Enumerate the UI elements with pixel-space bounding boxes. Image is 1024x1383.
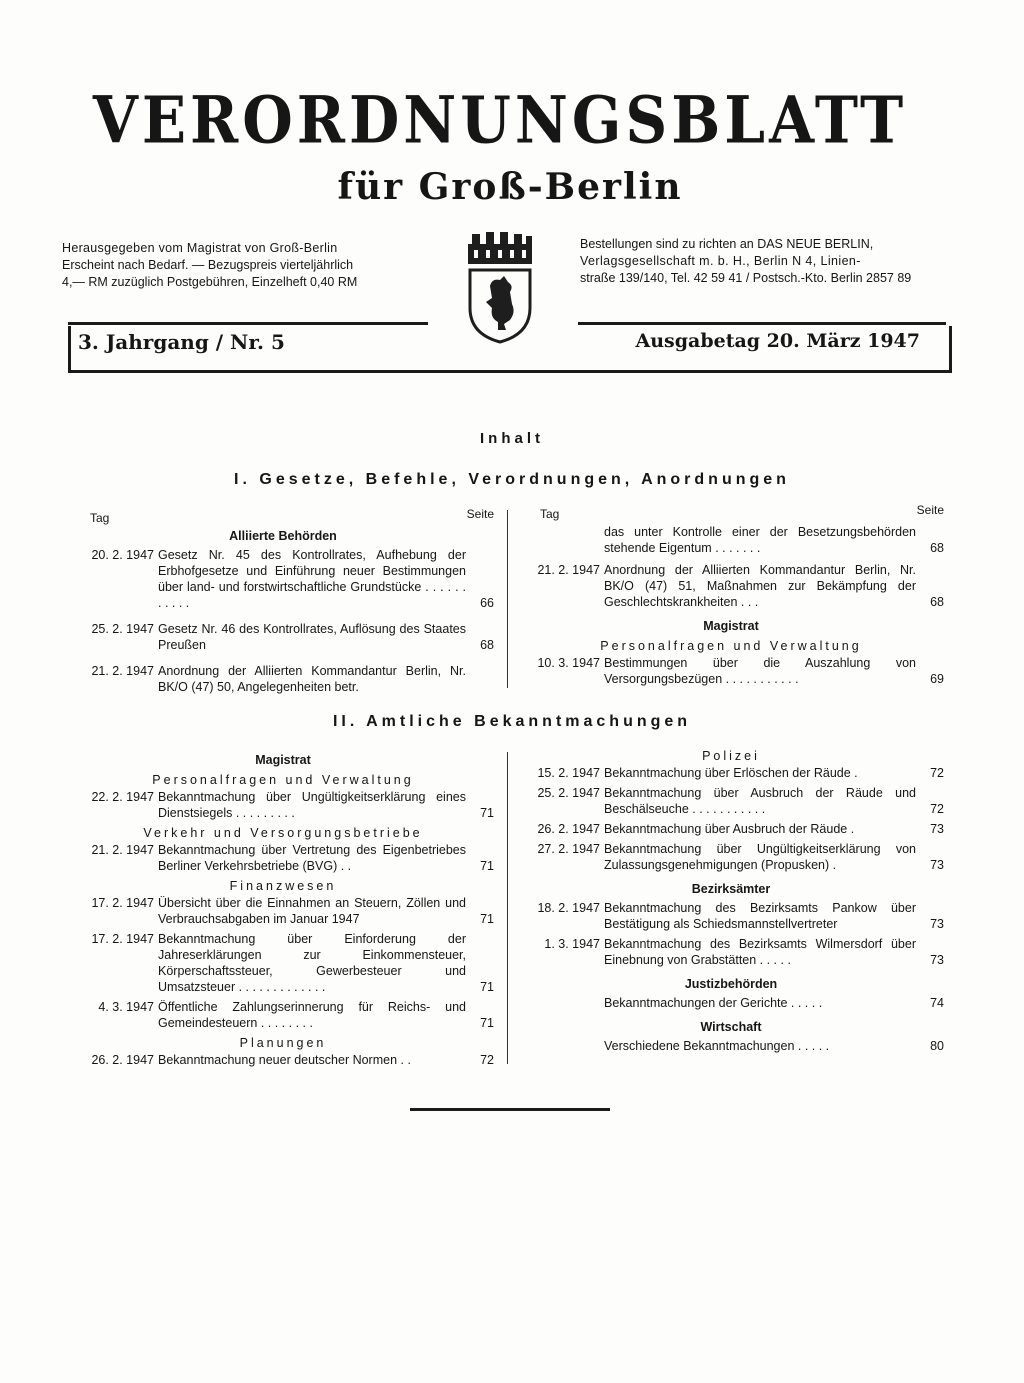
publisher-line: Herausgegeben vom Magistrat von Groß-Berlin xyxy=(62,241,338,255)
list-item: Verschiedene Bekanntmachungen . . . . . 80 xyxy=(604,1039,944,1053)
column-divider xyxy=(507,752,508,1064)
header-rule-right xyxy=(578,322,946,325)
list-item: 21. 2. 1947 Anordnung der Alliierten Kommandantur Berlin, Nr. BK/O (47) 51, Maßnahmen zur Bekämpfung der Geschlechtskrankheiten . . . 68 xyxy=(537,563,944,609)
section-2-title: II. Amtliche Bekanntmachungen xyxy=(332,713,692,730)
col-page-label: Seite xyxy=(916,503,944,517)
list-item: 4. 3. 1947 Öffentliche Zahlungserinnerung für Reichs- und Gemeindesteuern . . . . . . . . 71 xyxy=(98,1000,494,1030)
publisher-line: 4,— RM zuzüglich Postgebühren, Einzelheft 0,40 RM xyxy=(62,275,358,289)
col-day-label: Tag xyxy=(90,511,110,525)
column-divider xyxy=(507,510,508,688)
list-item: 25. 2. 1947 Gesetz Nr. 46 des Kontrollrates, Auflösung des Staates Preußen 68 xyxy=(91,622,494,652)
column-header xyxy=(72,507,494,528)
list-item: 26. 2. 1947 Bekanntmachung über Ausbruch der Räude . 73 xyxy=(537,822,944,836)
list-item: 21. 2. 1947 Anordnung der Alliierten Kommandantur Berlin, Nr. BK/O (47) 50, Angelegenheiten betr. xyxy=(91,664,466,694)
group-heading: Magistrat xyxy=(703,619,759,633)
section-1-right-column xyxy=(518,503,944,691)
list-item: 20. 2. 1947 Gesetz Nr. 45 des Kontrollrates, Aufhebung der Erbhofgesetze und Einführung neuer Bestimmungen über land- und forstwirtschaftliche Grundstücke . . . . . . . . . . . 66 xyxy=(91,548,494,610)
section-2-right-column xyxy=(518,748,944,1058)
list-item: Bekanntmachungen der Gerichte . . . . . 74 xyxy=(604,996,944,1010)
issue-date: Ausgabetag 20. März 1947 xyxy=(635,330,920,352)
volume-number: 3. Jahrgang / Nr. 5 xyxy=(78,330,285,354)
publisher-info-right xyxy=(580,236,911,287)
subgroup-heading: Verkehr und Versorgungsbetriebe xyxy=(143,826,423,840)
group-heading: Alliierte Behörden xyxy=(229,529,337,543)
masthead-title: VERORDNUNGSBLATT xyxy=(92,82,908,159)
group-heading: Wirtschaft xyxy=(700,1020,762,1034)
publisher-info-left xyxy=(62,240,357,291)
contents-heading: Inhalt xyxy=(480,430,544,447)
list-item: 15. 2. 1947 Bekanntmachung über Erlöschen der Räude . 72 xyxy=(537,766,944,780)
closing-rule xyxy=(410,1108,610,1111)
subgroup-heading: Personalfragen und Verwaltung xyxy=(152,773,414,787)
masthead-subtitle: für Groß-Berlin xyxy=(337,166,683,208)
section-1-left-column xyxy=(72,507,494,699)
list-item: 17. 2. 1947 Übersicht über die Einnahmen an Steuern, Zöllen und Verbrauchsabgaben im Januar 1947 71 xyxy=(91,896,494,926)
column-header xyxy=(518,503,944,524)
publisher-line: Erscheint nach Bedarf. — Bezugspreis vierteljährlich xyxy=(62,258,354,272)
header-rule-left xyxy=(68,322,428,325)
list-item: 1. 3. 1947 Bekanntmachung des Bezirksamts Wilmersdorf über Einebnung von Grabstätten . . . . . 73 xyxy=(544,937,944,967)
group-heading: Bezirksämter xyxy=(691,882,771,896)
subgroup-heading: Planungen xyxy=(239,1036,327,1050)
order-line: Bestellungen sind zu richten an DAS NEUE BERLIN, xyxy=(580,237,874,251)
list-item: 22. 2. 1947 Bekanntmachung über Ungültigkeitserklärung eines Dienstsiegels . . . . . . . . . 71 xyxy=(91,790,494,820)
col-page-label: Seite xyxy=(466,507,494,521)
subgroup-heading: Personalfragen und Verwaltung xyxy=(600,639,862,653)
list-item: das unter Kontrolle einer der Besetzungsbehörden stehende Eigentum . . . . . . . 68 xyxy=(604,525,944,555)
section-1-title: I. Gesetze, Befehle, Verordnungen, Anordnungen xyxy=(234,471,790,488)
list-item: 26. 2. 1947 Bekanntmachung neuer deutscher Normen . . 72 xyxy=(91,1053,494,1067)
group-heading: Justizbehörden xyxy=(684,977,778,991)
list-item: 21. 2. 1947 Bekanntmachung über Vertretung des Eigenbetriebes Berliner Verkehrsbetriebe (BVG) . . 71 xyxy=(91,843,494,873)
group-heading: Polizei xyxy=(702,749,760,763)
list-item: 27. 2. 1947 Bekanntmachung über Ungültigkeitserklärung von Zulassungsgenehmigungen (Propusken) . 73 xyxy=(537,842,944,872)
section-2-left-column xyxy=(72,748,494,1072)
col-day-label: Tag xyxy=(540,507,560,521)
order-line: straße 139/140, Tel. 42 59 41 / Postsch.-Kto. Berlin 2857 89 xyxy=(580,271,912,285)
list-item: 17. 2. 1947 Bekanntmachung über Einforderung der Jahreserklärungen zur Einkommensteuer, Körperschaftssteuer, Gewerbesteuer und Umsatzsteuer . . . . . . . . . . . . . 71 xyxy=(91,932,494,994)
list-item: 10. 3. 1947 Bestimmungen über die Auszahlung von Versorgungsbezügen . . . . . . . . . . . 69 xyxy=(537,656,944,686)
list-item: 25. 2. 1947 Bekanntmachung über Ausbruch der Räude und Beschälseuche . . . . . . . . . . . 72 xyxy=(537,786,944,816)
order-line: Verlagsgesellschaft m. b. H., Berlin N 4, Linien- xyxy=(580,254,861,268)
subgroup-heading: Finanzwesen xyxy=(229,879,337,893)
group-heading: Magistrat xyxy=(255,753,311,767)
list-item: 18. 2. 1947 Bekanntmachung des Bezirksamts Pankow über Bestätigung als Schiedsmannstellvertreter 73 xyxy=(537,901,944,931)
